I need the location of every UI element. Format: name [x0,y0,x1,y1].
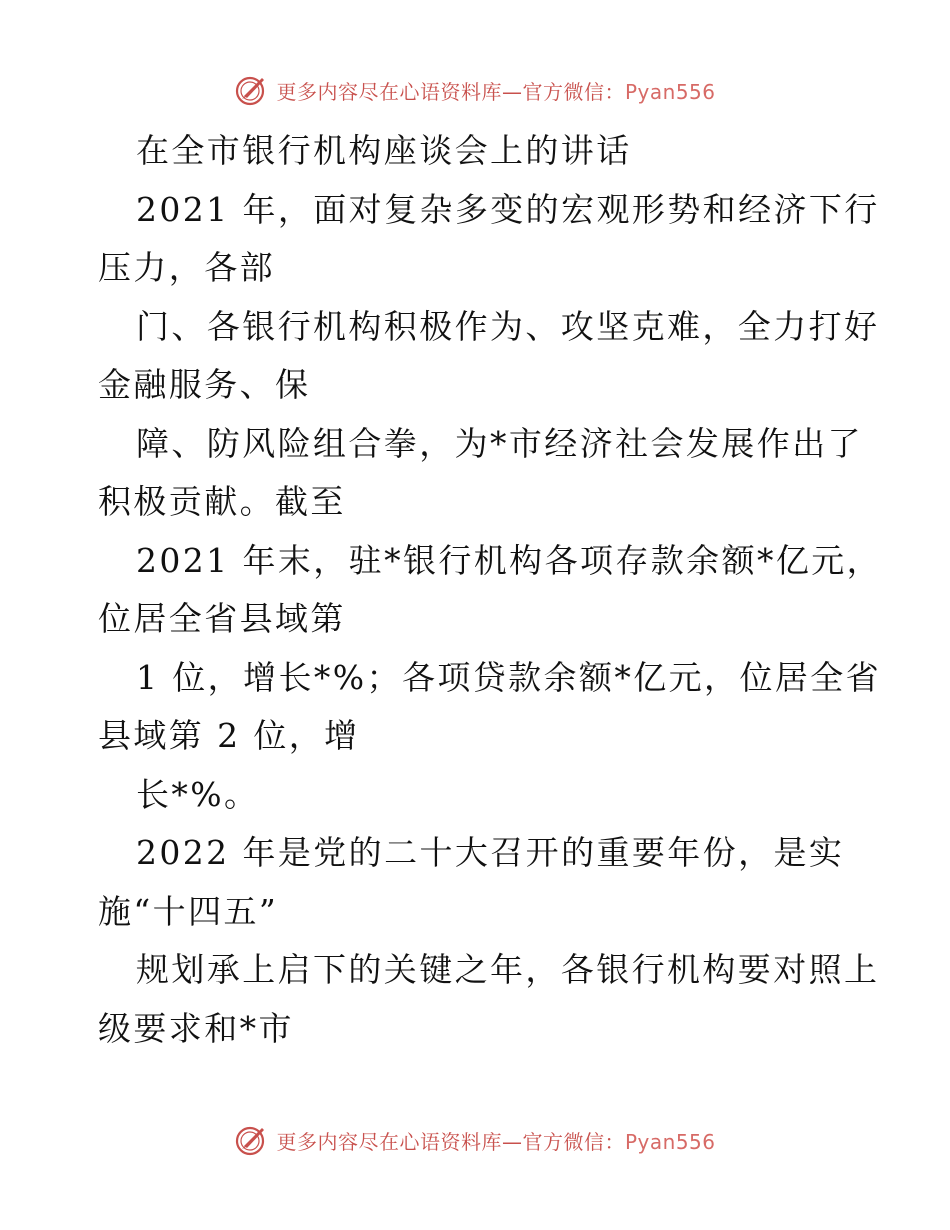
text-line: 2021 年，面对复杂多变的宏观形势和经济下行 [136,189,880,229]
text-line: 门、各银行机构积极作为、攻坚克难，全力打好 [136,306,880,346]
footer-watermark [0,1120,950,1160]
text-line: 2021 年末，驻*银行机构各项存款余额*亿元， [136,540,883,580]
document-body [98,122,883,1058]
text-line: 长*%。 [136,774,260,814]
text-line: 县域第 2 位，增 [98,716,360,755]
footer-watermark-text: 更多内容尽在心语资料库—官方微信：Pyan556 [276,1129,716,1154]
text-line: 压力，各部 [98,248,275,287]
text-line: 1 位，增长*%；各项贷款余额*亿元，位居全省 [136,657,882,697]
text-line: 施“十四五” [98,891,279,931]
text-line: 在全市银行机构座谈会上的讲话 [136,131,632,170]
quill-logo-icon [234,72,270,108]
text-line: 障、防风险组合拳，为*市经济社会发展作出了 [136,423,863,463]
text-line: 积极贡献。截至 [98,482,346,521]
header-watermark-text: 更多内容尽在心语资料库—官方微信：Pyan556 [276,79,716,104]
header-watermark [0,70,950,110]
quill-logo-icon [234,1122,270,1158]
text-line: 位居全省县域第 [98,599,346,638]
text-line: 级要求和*市 [98,1008,294,1048]
text-line: 金融服务、保 [98,365,311,404]
text-line: 2022 年是党的二十大召开的重要年份，是实 [136,833,845,872]
text-line: 规划承上启下的关键之年，各银行机构要对照上 [136,950,880,989]
